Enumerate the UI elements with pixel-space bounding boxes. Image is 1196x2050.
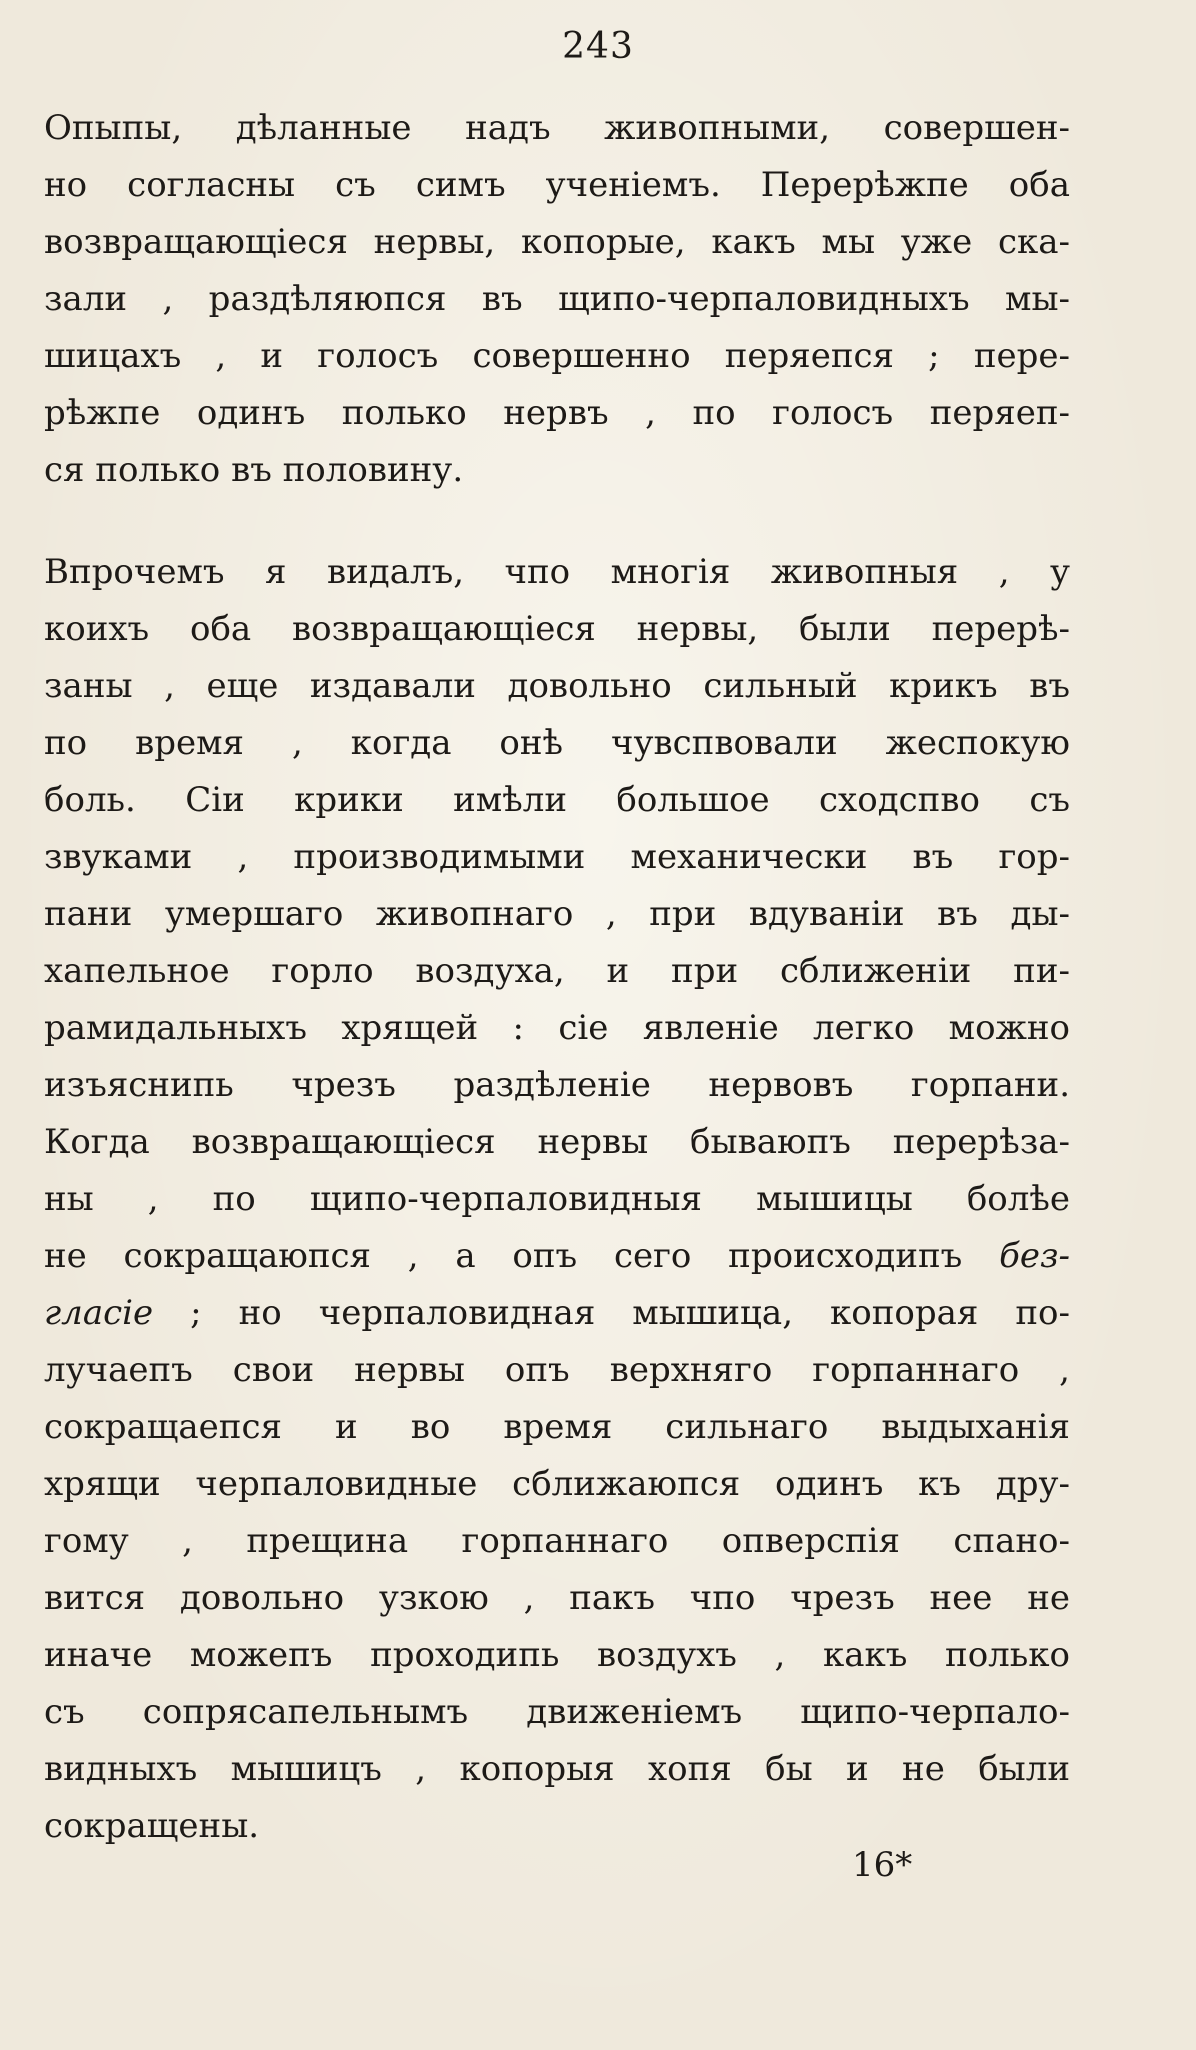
text-line [44,1285,1070,1342]
text-line [44,271,1070,328]
text-run: лучаепъ свои нервы опъ верхняго горпаннаго , [44,1350,1070,1390]
text-line [44,157,1070,214]
text-run: сокращены. [44,1806,260,1846]
text-line [44,1399,1070,1456]
text-run: изъяснипь чрезъ раздѣленіе нервовъ горпани. [44,1065,1070,1105]
text-line [44,886,1070,943]
text-line [44,1171,1070,1228]
paragraph-gap [44,499,1070,544]
text-line [44,1000,1070,1057]
page-number: 243 [562,26,634,67]
text-line [44,772,1070,829]
text-run: пани умершаго живопнаго , при вдуваніи въ ды- [44,894,1070,934]
text-run: по время , когда онѣ чувспвовали жеспокую [44,723,1070,763]
text-line [44,1342,1070,1399]
body-text [44,100,1070,1855]
text-run: возвращающіеся нервы, копорые, какъ мы уже ска- [44,222,1070,262]
signature-mark: 16* [852,1845,913,1885]
text-run: вится довольно узкою , пакъ чпо чрезъ нее не [44,1578,1070,1618]
text-run: звуками , производимыми механически въ гор- [44,837,1070,877]
text-line [44,1741,1070,1798]
text-run: не сокращаюпся , а опъ сего происходипъ [44,1236,1000,1276]
text-line [44,1057,1070,1114]
text-run: Когда возвращающіеся нервы бываюпъ перерѣза- [44,1122,1070,1162]
text-line [44,1570,1070,1627]
text-line [44,601,1070,658]
text-line [44,1513,1070,1570]
text-line [44,100,1070,157]
text-line [44,829,1070,886]
text-line [44,544,1070,601]
text-run: ны , по щипо-черпаловидныя мышицы болѣе [44,1179,1070,1219]
text-line [44,658,1070,715]
text-run: ; но черпаловидная мышица, копорая по- [153,1293,1070,1333]
text-run: иначе можепъ проходипь воздухъ , какъ полько [44,1635,1070,1675]
text-line [44,943,1070,1000]
text-line [44,1456,1070,1513]
text-line [44,1627,1070,1684]
text-line [44,715,1070,772]
text-run: рамидальныхъ хрящей : сіе явленіе легко можно [44,1008,1070,1048]
text-line [44,328,1070,385]
text-run: зали , раздѣляюпся въ щипо-черпаловидныхъ мы- [44,279,1070,319]
text-run: гому , прещина горпаннаго опверспія спано- [44,1521,1070,1561]
text-run: но согласны съ симъ ученіемъ. Перерѣжпе оба [44,165,1070,205]
text-run: шицахъ , и голосъ совершенно перяепся ; пере- [44,336,1070,376]
text-run: сокращаепся и во время сильнаго выдыханія [44,1407,1070,1447]
text-run: съ сопрясапельнымъ движеніемъ щипо-черпало- [44,1692,1070,1732]
italic-text-run: гласіе [44,1293,154,1333]
text-run: видныхъ мышицъ , копорыя хопя бы и не были [44,1749,1070,1789]
text-line [44,214,1070,271]
text-line [44,1228,1070,1285]
text-line [44,1798,1070,1855]
text-line [44,1684,1070,1741]
text-run: Опыпы, дѣланные надъ живопными, совершен- [44,108,1070,148]
text-run: ся полько въ половину. [44,450,464,490]
text-run: боль. Сіи крики имѣли большое сходспво съ [44,780,1070,820]
text-line [44,385,1070,442]
text-run: коихъ оба возвращающіеся нервы, были перерѣ- [44,609,1070,649]
text-run: хапельное горло воздуха, и при сближеніи пи- [44,951,1070,991]
text-run: хрящи черпаловидные сближаюпся одинъ къ дру- [44,1464,1070,1504]
text-run: Впрочемъ я видалъ, чпо многія живопныя , у [44,552,1070,592]
italic-text-run: без- [999,1236,1070,1276]
text-line [44,1114,1070,1171]
text-line [44,442,1070,499]
text-run: заны , еще издавали довольно сильный крикъ въ [44,666,1070,706]
text-run: рѣжпе одинъ полько нервъ , по голосъ перяеп- [44,393,1070,433]
